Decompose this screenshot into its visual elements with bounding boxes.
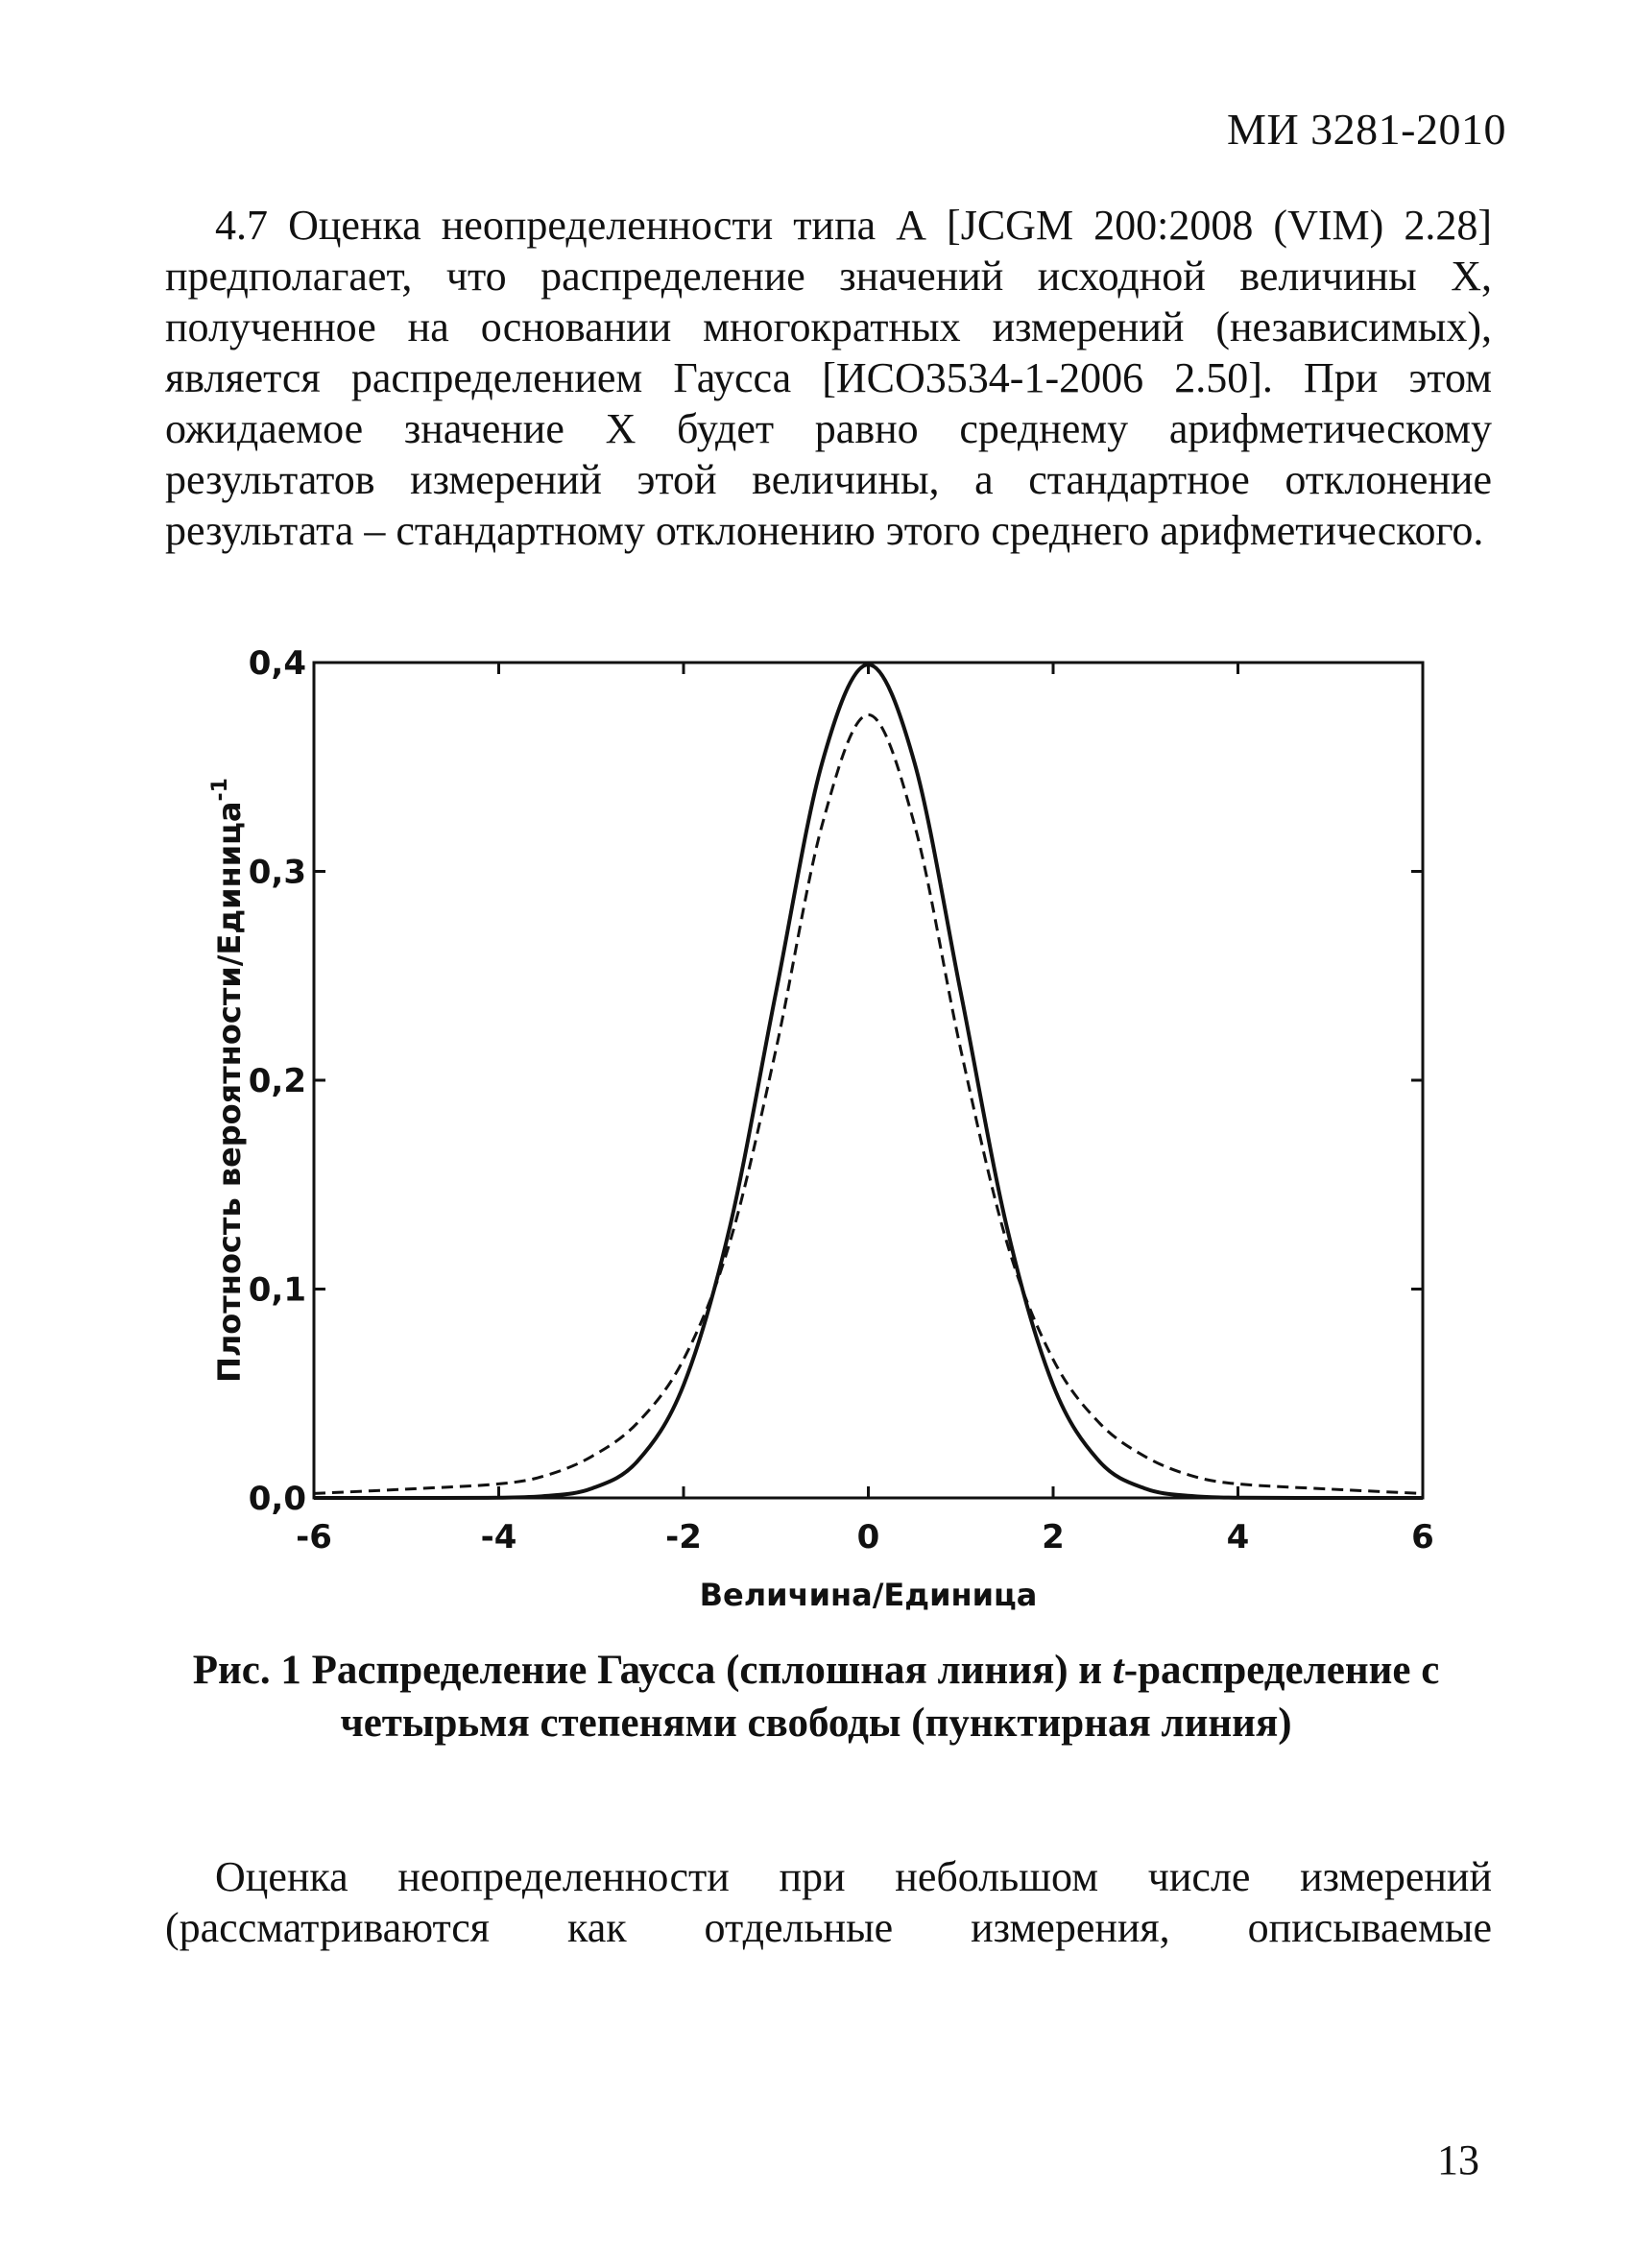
x-tick-label: 6 [1411,1518,1434,1556]
page-number: 13 [1437,2136,1479,2184]
caption-t-symbol: t [1112,1648,1124,1693]
caption-text-part1: Рис. 1 Распределение Гаусса (сплошная линия) и [192,1648,1113,1693]
chart-series [314,664,1423,1498]
paragraph-small-sample-text: Оценка неопределенности при небольшом числе измерений (рассматриваются как отдельные измерения, описываемые [165,1853,1492,1951]
y-tick-label: 0,3 [248,853,306,892]
y-tick-label: 0,4 [248,644,306,683]
y-tick-label: 0,1 [248,1270,306,1310]
caption-text-part2: -распределение с [1123,1648,1440,1693]
figure-caption [144,1644,1488,1749]
y-axis-label-text: Плотность вероятности/Единица [211,801,248,1383]
gauss-curve [314,664,1423,1498]
x-axis-label: Величина/Единица [699,1577,1038,1613]
figure-1-chart [0,615,1633,1613]
x-tick-label: -4 [480,1518,517,1556]
x-tick-label: -2 [665,1518,702,1556]
x-tick-label: -6 [296,1518,332,1556]
caption-text-line2: четырьмя степенями свободы (пунктирная линия) [340,1701,1292,1746]
y-axis-label-superscript: -1 [208,778,232,802]
y-axis-label [208,778,248,1383]
paragraph-small-sample [165,1851,1492,1953]
plot-frame [314,663,1423,1498]
y-tick-label: 0,0 [248,1480,306,1518]
gauss-t-distribution-chart [0,615,1633,1613]
x-tick-label: 0 [856,1518,880,1556]
chart-axes [249,644,1434,1556]
y-tick-label: 0,2 [248,1062,306,1100]
paragraph-4-7-text: 4.7 Оценка неопределенности типа А [JCGM 200:2008 (VIM) 2.28] предполагает, что распределение значений исходной величины X, полученное на основании многократных измерений (независимых), является распределением Гаусса [ИСО3534-1-2006 2.50]. При этом ожидаемое значение X будет равно среднему арифметическому результатов измерений этой величины, а стандартное отклонение результата – стандартному отклонению этого среднего арифметического. [165,202,1492,554]
x-tick-label: 2 [1042,1518,1065,1556]
paragraph-4-7 [165,200,1492,556]
t-distribution-curve [314,714,1423,1493]
x-tick-label: 4 [1226,1518,1250,1556]
document-code: МИ 3281-2010 [1227,105,1506,154]
